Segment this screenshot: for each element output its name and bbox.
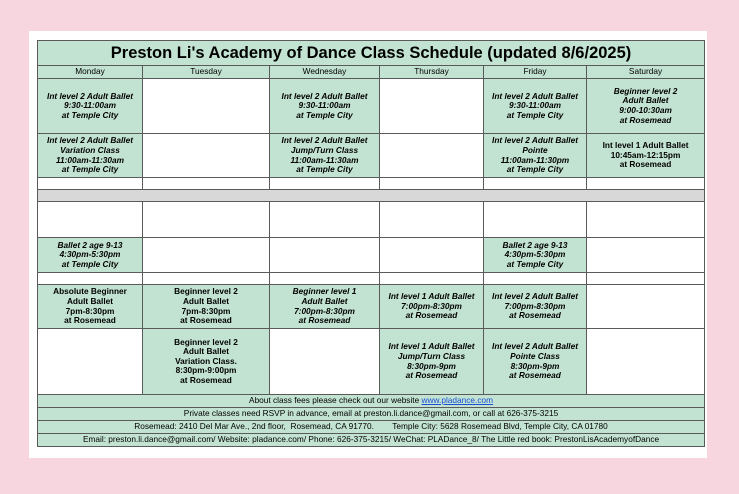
empty-cell <box>270 202 380 238</box>
class-cell-monday-late-morning <box>38 134 143 178</box>
info-row-contact <box>38 434 705 447</box>
class-line: 7:00pm-8:30pm <box>401 300 462 311</box>
empty-cell <box>380 238 484 273</box>
class-line: Int level 2 Adult Ballet <box>281 90 368 101</box>
class-line: at Rosemead <box>180 315 232 326</box>
empty-cell <box>270 329 380 395</box>
class-line: 7:00pm-8:30pm <box>504 300 566 311</box>
class-line: Int level 2 Adult Ballet <box>492 291 578 302</box>
class-line: at Rosemead <box>509 370 561 381</box>
class-cell-tuesday-evening <box>143 285 270 329</box>
class-line: 7:00pm-8:30pm <box>294 305 355 316</box>
class-cell-friday-evening <box>484 285 587 329</box>
day-header-friday: Friday <box>484 66 587 79</box>
class-line: Absolute Beginner <box>53 286 127 297</box>
class-line: Int level 1 Adult Ballet <box>388 341 475 352</box>
empty-cell <box>38 202 143 238</box>
schedule-row-morning <box>38 79 705 134</box>
class-line: Beginner level 2 <box>174 336 238 347</box>
class-cell-monday-evening <box>38 285 143 329</box>
class-line: 8:30pm-9:00pm <box>175 365 237 376</box>
schedule-row-evening <box>38 285 705 329</box>
info-row-addresses <box>38 421 705 434</box>
class-line: Adult Ballet <box>622 95 669 106</box>
class-line: Adult Ballet <box>182 295 230 306</box>
class-line: 8:30pm-9pm <box>407 360 456 371</box>
empty-cell <box>143 79 270 134</box>
divider-row <box>38 190 705 202</box>
class-line: 9:30-11:00am <box>64 100 116 111</box>
empty-row <box>38 202 705 238</box>
class-line: Int level 2 Adult Ballet <box>492 135 578 146</box>
empty-cell <box>587 238 705 273</box>
class-line: 4:30pm-5:30pm <box>504 249 566 260</box>
class-line: Adult Ballet <box>301 295 348 306</box>
class-line: at Rosemead <box>405 310 458 321</box>
class-line: Int level 2 Adult Ballet <box>281 135 368 146</box>
private-classes-note: Private classes need RSVP in advance, email at preston.li.dance@gmail.com, or call at 626-375-3215 <box>38 408 705 421</box>
class-line: Jump/Turn Class <box>397 350 466 361</box>
class-cell-friday-morning <box>484 79 587 134</box>
day-header-wednesday: Wednesday <box>270 66 380 79</box>
class-line: 10:45am-12:15pm <box>610 149 681 160</box>
empty-cell <box>380 79 484 134</box>
day-header-saturday: Saturday <box>587 66 705 79</box>
empty-cell <box>143 202 270 238</box>
fees-note <box>38 395 705 408</box>
info-row-fees <box>38 395 705 408</box>
class-line: at Rosemead <box>619 114 672 125</box>
class-cell-monday-afternoon <box>38 238 143 273</box>
class-line: 11:00am-11:30pm <box>500 154 570 165</box>
class-line: Variation Class <box>60 144 120 155</box>
empty-cell <box>587 202 705 238</box>
class-line: at Temple City <box>61 258 119 269</box>
class-cell-friday-late-evening <box>484 329 587 395</box>
class-line: Adult Ballet <box>66 295 114 306</box>
class-line: at Temple City <box>296 164 353 175</box>
day-header-monday: Monday <box>38 66 143 79</box>
class-line: 11:00am-11:30am <box>290 154 359 165</box>
class-line: 7pm-8:30pm <box>65 305 115 316</box>
class-line: 8:30pm-9pm <box>510 360 560 371</box>
class-line: 9:30-11:00am <box>509 100 561 111</box>
class-line: 9:30-11:00am <box>298 100 351 111</box>
class-line: Int level 2 Adult Ballet <box>47 135 133 146</box>
class-line: Int level 1 Adult Ballet <box>388 291 475 302</box>
empty-cell <box>484 273 587 285</box>
class-cell-thursday-late-evening <box>380 329 484 395</box>
class-cell-wednesday-evening <box>270 285 380 329</box>
class-line: Pointe <box>522 144 548 155</box>
empty-cell <box>270 273 380 285</box>
schedule-row-late-morning <box>38 134 705 178</box>
schedule-frame <box>37 40 704 453</box>
class-line: Adult Ballet <box>182 346 230 357</box>
empty-cell <box>270 238 380 273</box>
empty-cell <box>587 285 705 329</box>
empty-cell <box>143 178 270 190</box>
empty-cell <box>38 273 143 285</box>
schedule-table <box>37 40 705 447</box>
schedule-row-afternoon <box>38 238 705 273</box>
class-line: at Rosemead <box>298 315 351 326</box>
day-header-thursday: Thursday <box>380 66 484 79</box>
addresses-note: Rosemead: 2410 Del Mar Ave., 2nd floor, Rosemead, CA 91770. Temple City: 5628 Rosemead Blvd, Temple City, CA 01780 <box>38 421 705 434</box>
class-cell-friday-late-morning <box>484 134 587 178</box>
spacer-row <box>38 273 705 285</box>
info-row-private <box>38 408 705 421</box>
gray-divider <box>38 190 705 202</box>
empty-cell <box>484 202 587 238</box>
class-cell-tuesday-late-evening <box>143 329 270 395</box>
class-cell-friday-afternoon <box>484 238 587 273</box>
class-line: 4:30pm-5:30pm <box>59 249 121 260</box>
website-link[interactable]: www.pladance.com <box>421 395 494 406</box>
empty-cell <box>484 178 587 190</box>
class-line: Beginner level 1 <box>292 286 357 297</box>
class-line: Beginner level 2 <box>613 85 678 96</box>
class-line: Int level 2 Adult Ballet <box>492 90 578 101</box>
class-cell-wednesday-morning <box>270 79 380 134</box>
class-line: Int level 2 Adult Ballet <box>47 90 133 101</box>
class-line: Int level 2 Adult Ballet <box>492 341 578 352</box>
empty-cell <box>587 329 705 395</box>
class-line: Int level 1 Adult Ballet <box>602 140 689 151</box>
class-line: at Temple City <box>506 109 564 120</box>
class-line: Ballet 2 age 9-13 <box>502 239 568 250</box>
page-title: Preston Li's Academy of Dance Class Schedule (updated 8/6/2025) <box>38 41 705 66</box>
empty-cell <box>380 178 484 190</box>
day-header-tuesday: Tuesday <box>143 66 270 79</box>
empty-cell <box>143 134 270 178</box>
empty-cell <box>587 178 705 190</box>
class-line: at Temple City <box>506 164 564 175</box>
class-line: at Rosemead <box>180 374 232 385</box>
schedule-row-late-evening <box>38 329 705 395</box>
empty-cell <box>587 273 705 285</box>
class-line: at Rosemead <box>405 370 458 381</box>
class-line: 11:00am-11:30am <box>56 154 124 165</box>
class-line: 7pm-8:30pm <box>181 305 231 316</box>
class-cell-thursday-evening <box>380 285 484 329</box>
empty-cell <box>143 273 270 285</box>
fees-text: About class fees please check out our website <box>249 395 422 406</box>
empty-cell <box>38 178 143 190</box>
class-cell-saturday-late-morning <box>587 134 705 178</box>
class-line: Pointe Class <box>510 350 560 361</box>
class-line: at Temple City <box>296 109 353 120</box>
empty-cell <box>270 178 380 190</box>
class-line: Ballet 2 age 9-13 <box>57 239 123 250</box>
class-cell-wednesday-late-morning <box>270 134 380 178</box>
class-line: 9:00-10:30am <box>619 105 672 115</box>
class-line: at Rosemead <box>509 310 561 321</box>
class-line: at Rosemead <box>64 315 116 326</box>
class-line: Variation Class. <box>175 355 237 366</box>
class-line: at Rosemead <box>619 159 672 170</box>
class-cell-monday-morning <box>38 79 143 134</box>
contact-note: Email: preston.li.dance@gmail.com/ Website: pladance.com/ Phone: 626-375-3215/ WeChat: PLADance_8/ The Little red book: PrestonLisAcademyofDance <box>38 434 705 447</box>
class-line: at Temple City <box>61 109 119 120</box>
empty-cell <box>380 134 484 178</box>
spacer-row <box>38 178 705 190</box>
class-cell-saturday-morning <box>587 79 705 134</box>
empty-cell <box>38 329 143 395</box>
empty-cell <box>143 238 270 273</box>
empty-cell <box>380 202 484 238</box>
empty-cell <box>380 273 484 285</box>
class-line: Jump/Turn Class <box>290 144 359 155</box>
class-line: at Temple City <box>506 258 564 269</box>
class-line: Beginner level 2 <box>174 286 238 297</box>
class-line: at Temple City <box>61 164 119 175</box>
day-header-row <box>38 66 705 79</box>
